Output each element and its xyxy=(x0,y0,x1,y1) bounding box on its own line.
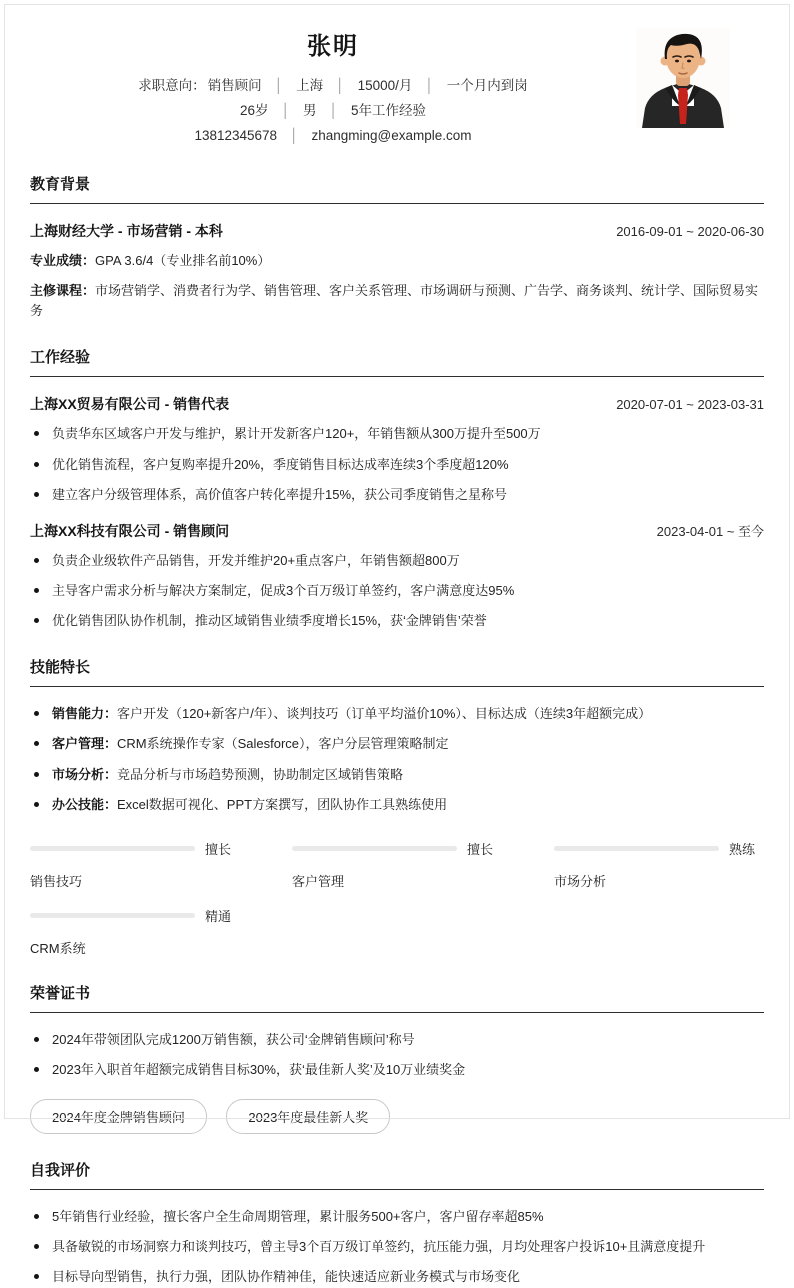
skill-level-label: 精通 xyxy=(205,908,232,924)
skill-name-label: 市场分析 xyxy=(554,873,607,889)
job-entry xyxy=(30,521,764,631)
skill-bar-row xyxy=(30,839,240,858)
skill-bar-cell xyxy=(30,906,240,957)
bullet-text: 优化销售流程，客户复购率提升20%，季度销售目标达成率连续3个季度超120% xyxy=(52,456,509,472)
job-company-role: 上海XX贸易有限公司 - 销售代表 xyxy=(30,396,230,413)
bullet-dot-icon xyxy=(34,431,39,436)
skill-bar-track xyxy=(30,913,195,918)
resume-header xyxy=(30,0,764,148)
evaluation-title: 自我评价 xyxy=(30,1159,764,1190)
evaluation-bullets xyxy=(30,1207,764,1287)
job-bullet xyxy=(30,424,764,444)
section-honors xyxy=(30,982,764,1134)
skill-bullets xyxy=(30,704,764,815)
skill-name-label: CRM系统 xyxy=(30,940,86,956)
skill-bar-track xyxy=(292,846,457,851)
skill-bullet xyxy=(30,765,764,785)
skill-bullet-text xyxy=(52,734,449,754)
skill-bar-row xyxy=(554,839,764,858)
intent-item: │ 15000/月 xyxy=(323,78,412,93)
evaluation-text: 目标导向型销售，执行力强，团队协作精神佳，能快速适应新业务模式与市场变化 xyxy=(52,1269,521,1285)
skill-desc: 竞品分析与市场趋势预测，协助制定区域销售策略 xyxy=(117,766,404,782)
skills-title: 技能特长 xyxy=(30,656,764,687)
skill-bullet-text xyxy=(52,795,447,815)
contact-item: │ zhangming@example.com xyxy=(277,128,471,143)
education-item-head xyxy=(30,221,764,241)
skill-desc: 客户开发（120+新客户/年）、谈判技巧（订单平均溢价10%）、目标达成（连续3年超额完成） xyxy=(117,706,652,722)
section-work xyxy=(30,346,764,631)
evaluation-text: 具备敏锐的市场洞察力和谈判技巧，曾主导3个百万级订单签约，抗压能力强，月均处理客户投诉10+且满意度提升 xyxy=(52,1239,706,1255)
bullet-dot-icon xyxy=(34,772,39,777)
skill-bar-track xyxy=(554,846,719,851)
bullet-dot-icon xyxy=(34,1274,39,1279)
bullet-dot-icon xyxy=(34,558,39,563)
skill-label: 市场分析： xyxy=(52,766,118,782)
bullet-dot-icon xyxy=(34,802,39,807)
skill-bullet xyxy=(30,704,764,724)
job-dates: 2023-04-01 ~ 至今 xyxy=(656,523,764,539)
bullet-dot-icon xyxy=(34,588,39,593)
skill-level-label: 擅长 xyxy=(467,841,494,857)
profile-line xyxy=(30,98,636,123)
honor-bullet xyxy=(30,1060,764,1080)
job-dates: 2020-07-01 ~ 2023-03-31 xyxy=(616,397,764,413)
contact-item: 13812345678 xyxy=(194,128,278,143)
intent-item: │ 上海 xyxy=(262,78,323,93)
skill-bar-cell xyxy=(554,839,764,890)
honor-text: 2023年入职首年超额完成销售目标30%，获‘最佳新人奖’及10万业绩奖金 xyxy=(52,1061,466,1077)
intent-item: │ 一个月内到岗 xyxy=(412,78,527,93)
bullet-text: 主导客户需求分析与解决方案制定，促成3个百万级订单签约，客户满意度达95% xyxy=(52,582,515,598)
job-bullet xyxy=(30,485,764,505)
skill-bar-row xyxy=(292,839,502,858)
skill-label: 办公技能： xyxy=(52,796,118,812)
detail-text: GPA 3.6/4（专业排名前10%） xyxy=(95,253,271,268)
bullet-dot-icon xyxy=(34,618,39,623)
education-detail-row xyxy=(30,281,764,321)
job-bullet xyxy=(30,581,764,601)
skill-label: 销售能力： xyxy=(52,706,118,722)
profile-photo xyxy=(636,28,730,128)
education-detail-rows xyxy=(30,251,764,321)
bullet-text: 负责企业级软件产品销售，开发并维护20+重点客户，年销售额超800万 xyxy=(52,552,460,568)
education-title: 教育背景 xyxy=(30,173,764,204)
bullet-text: 建立客户分级管理体系，高价值客户转化率提升15%，获公司季度销售之星称号 xyxy=(52,486,508,502)
skill-name-label: 销售技巧 xyxy=(30,873,83,889)
job-entry xyxy=(30,394,764,504)
honor-bullet xyxy=(30,1030,764,1050)
skill-bullet xyxy=(30,734,764,754)
profile-items xyxy=(240,103,426,118)
section-evaluation xyxy=(30,1159,764,1287)
honor-text: 2024年带领团队完成1200万销售额，获公司‘金牌销售顾问’称号 xyxy=(52,1031,415,1047)
bullet-dot-icon xyxy=(34,462,39,467)
skill-bar-cell xyxy=(30,839,240,890)
bullet-dot-icon xyxy=(34,1037,39,1042)
skill-bar-row xyxy=(30,906,240,925)
profile-item: 26岁 xyxy=(240,103,269,118)
header-text-block xyxy=(30,26,636,148)
skill-label: 客户管理： xyxy=(52,736,118,752)
honors-title: 荣誉证书 xyxy=(30,982,764,1013)
education-dates: 2016-09-01 ~ 2020-06-30 xyxy=(616,224,764,239)
skill-desc: CRM系统操作专家（Salesforce），客户分层管理策略制定 xyxy=(117,736,449,752)
skill-level-label: 擅长 xyxy=(205,841,232,857)
skill-bullet xyxy=(30,795,764,815)
skill-bar-grid xyxy=(30,839,764,957)
profile-item: │ 男 xyxy=(269,103,317,118)
bullet-dot-icon xyxy=(34,492,39,497)
profile-item: │ 5年工作经验 xyxy=(317,103,426,118)
detail-label: 主修课程： xyxy=(30,283,96,299)
work-title: 工作经验 xyxy=(30,346,764,377)
honor-badges xyxy=(30,1099,764,1134)
intent-items xyxy=(208,78,528,93)
skill-desc: Excel数据可视化、PPT方案撰写，团队协作工具熟练使用 xyxy=(117,796,448,812)
honor-badge: 2023年度最佳新人奖 xyxy=(226,1099,390,1134)
bullet-dot-icon xyxy=(34,1214,39,1219)
skill-level-label: 熟练 xyxy=(729,841,756,857)
bullet-text: 优化销售团队协作机制，推动区域销售业绩季度增长15%，获‘金牌销售’荣誉 xyxy=(52,613,487,629)
honor-bullets xyxy=(30,1030,764,1080)
contact-line xyxy=(30,123,636,148)
bullet-dot-icon xyxy=(34,711,39,716)
honor-badge: 2024年度金牌销售顾问 xyxy=(30,1099,207,1134)
bullet-dot-icon xyxy=(34,741,39,746)
bullet-dot-icon xyxy=(34,1067,39,1072)
section-education xyxy=(30,173,764,321)
intent-label: 求职意向： xyxy=(138,78,206,93)
job-intent-line xyxy=(30,73,636,98)
job-bullet xyxy=(30,611,764,631)
job-head xyxy=(30,521,764,541)
bullet-text: 负责华东区域客户开发与维护，累计开发新客户120+，年销售额从300万提升至500万 xyxy=(52,426,541,442)
skill-name-label: 客户管理 xyxy=(292,873,345,889)
job-company-role: 上海XX科技有限公司 - 销售顾问 xyxy=(30,522,230,539)
job-bullet xyxy=(30,551,764,571)
candidate-name: 张明 xyxy=(307,33,359,60)
education-detail-row xyxy=(30,251,764,271)
evaluation-bullet xyxy=(30,1267,764,1287)
section-skills xyxy=(30,656,764,957)
evaluation-bullet xyxy=(30,1237,764,1257)
bullet-dot-icon xyxy=(34,1244,39,1249)
skill-bar-track xyxy=(30,846,195,851)
job-bullet xyxy=(30,455,764,475)
evaluation-bullet xyxy=(30,1207,764,1227)
intent-item: 销售顾问 xyxy=(207,78,262,93)
skill-bullet-text xyxy=(52,704,651,724)
job-bullets xyxy=(30,424,764,504)
evaluation-text: 5年销售行业经验，擅长客户全生命周期管理，累计服务500+客户，客户留存率超85% xyxy=(52,1209,544,1225)
skill-bullet-text xyxy=(52,765,403,785)
skill-bar-cell xyxy=(292,839,502,890)
detail-text: 市场营销学、消费者行为学、销售管理、客户关系管理、市场调研与预测、广告学、商务谈判、统计学、国际贸易实务 xyxy=(30,283,759,319)
job-head xyxy=(30,394,764,414)
contact-items xyxy=(194,128,471,143)
job-list xyxy=(30,394,764,631)
detail-label: 专业成绩： xyxy=(30,253,96,268)
job-bullets xyxy=(30,551,764,631)
school-degree: 上海财经大学 - 市场营销 - 本科 xyxy=(30,223,223,239)
